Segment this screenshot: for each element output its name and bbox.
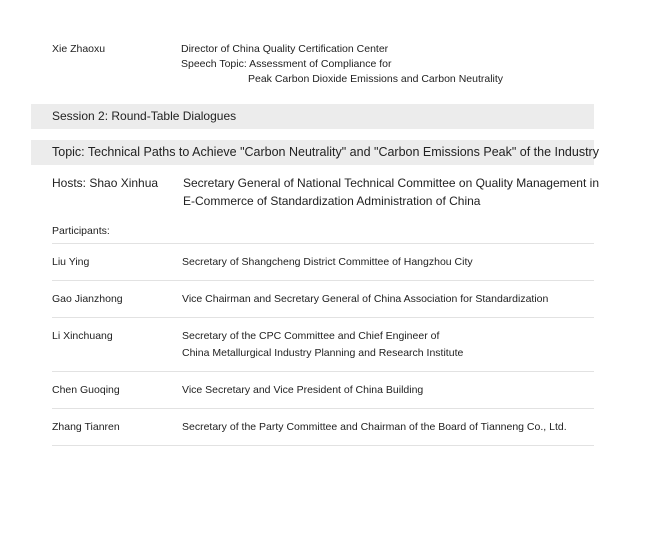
participant-role-line: Secretary of Shangcheng District Committee of Hangzhou City	[182, 256, 473, 268]
participant-role	[182, 281, 592, 308]
participants-table	[52, 243, 594, 446]
participant-role-line: Secretary of the Party Committee and Chairman of the Board of Tianneng Co., Ltd.	[182, 421, 567, 433]
participant-role-line: Vice Secretary and Vice President of China Building	[182, 384, 424, 396]
participant-role-line: Vice Chairman and Secretary General of China Association for Standardization	[182, 293, 549, 305]
speaker-name: Xie Zhaoxu	[52, 43, 106, 55]
table-row	[52, 281, 594, 318]
participant-name: Zhang Tianren	[52, 421, 120, 433]
participant-role-line: Secretary of the CPC Committee and Chief Engineer of	[182, 330, 440, 342]
table-row	[52, 372, 594, 409]
table-row	[52, 409, 594, 446]
speaker-title: Director of China Quality Certification Center	[181, 43, 389, 55]
hosts-label: Hosts: Shao Xinhua	[52, 176, 159, 190]
hosts-description	[183, 174, 623, 210]
hosts-line: Secretary General of National Technical Committee on Quality Management in	[183, 176, 599, 190]
speaker-info	[181, 42, 601, 87]
table-row	[52, 244, 594, 281]
speech-topic-line: Speech Topic: Assessment of Compliance for	[181, 58, 392, 70]
participant-role	[182, 409, 592, 436]
speech-topic-continuation: Peak Carbon Dioxide Emissions and Carbon Neutrality	[248, 73, 504, 85]
participant-name: Li Xinchuang	[52, 330, 113, 342]
participant-name: Liu Ying	[52, 256, 90, 268]
session-heading: Session 2: Round-Table Dialogues	[31, 104, 594, 129]
participant-name: Chen Guoqing	[52, 384, 120, 396]
hosts-line: E-Commerce of Standardization Administration of China	[183, 194, 481, 208]
participant-role	[182, 318, 592, 362]
participant-role-line: China Metallurgical Industry Planning and Research Institute	[182, 347, 464, 359]
participant-role	[182, 372, 592, 399]
participants-label: Participants:	[52, 225, 110, 237]
topic-heading: Topic: Technical Paths to Achieve "Carbon Neutrality" and "Carbon Emissions Peak" of the Industry	[31, 140, 594, 165]
table-row	[52, 318, 594, 372]
participant-role	[182, 244, 592, 271]
participant-name: Gao Jianzhong	[52, 293, 123, 305]
